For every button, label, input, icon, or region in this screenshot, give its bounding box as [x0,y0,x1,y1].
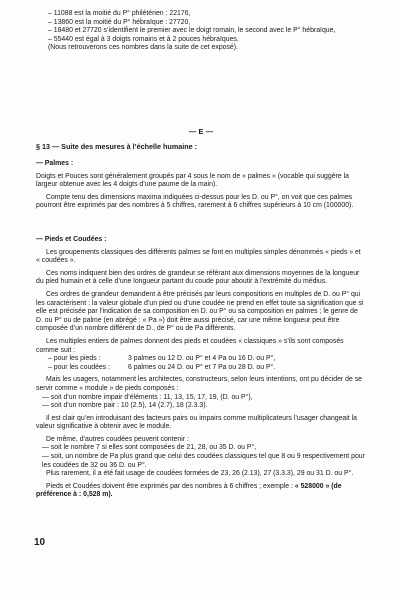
row-value: 6 palmes ou 24 D. ou P° et 7 Pa ou 28 D. ou P°. [128,363,276,371]
list-item: – 11088 est la moitié du P° philétérien : 22176, [48,10,191,17]
paragraph: De même, d’autres coudées peuvent contenir : [46,435,189,443]
list-item: — soit, un nombre de Pa plus grand que celui des coudées classiques tel que 8 ou 9 respectivement pour les coudées de 32 ou 36 D. ou P°. [42,453,365,469]
section-title: § 13 — Suite des mesures à l’échelle humaine : [36,142,197,151]
list-item: — soit le nombre 7 si elles sont composées de 21, 28, ou 35 D. ou P°, [42,444,257,452]
paragraph: Mais les usagers, notamment les architectes, constructeurs, selon leurs intentions, ont pu décider de se servir comme « module » de pieds composés : [36,376,362,392]
pieds-section [36,236,366,500]
list-item: – 55440 est égal à 3 doigts romains et à 2 pouces hébraïques. [48,35,239,43]
palmes-heading: — Palmes : [36,160,74,167]
palmes-section [36,160,366,211]
paragraph: Compte tenu des dimensions maxima indiquées ci-dessus pour les D. ou P°, on voit que ces palmes pourront être exprimés par des nombres à 5 chiffres, rarement à 6 chiffres supérieurs à 10 cm (100000). [36,193,354,210]
row-label: – pour les pieds : [48,355,101,363]
list-item: – 13860 est la moitié du P° hébraïque : 27720, [48,18,191,26]
list-item: — soit d’un nombre pair : 10 (2.5), 14 (2.7), 18 (2.3.3). [42,402,208,410]
paragraph: Ces noms indiquent bien des ordres de grandeur se référant aux dimensions moyennes de la longueur du pied humain et à celle d’une longueur partant du coude pour aboutir à l’extrémité du médius. [36,269,360,286]
list-note: (Nous retrouverons ces nombres dans la suite de cet exposé). [48,44,238,52]
paragraph [36,483,366,500]
paragraph-text: Pieds et Coudées doivent être exprimés par des nombres à 6 chiffres ; exemple : [46,482,295,490]
paragraph: Les groupements classiques des différents palmes se font en multiples simples dénommés « pieds » et « coudées ». [36,248,361,265]
paragraph: Ces ordres de grandeur demandent à être précisés par leurs compositions en multiples de D. ou P° qui les caractérisent : la valeur globale d’un pied ou d’une coudée ne prend en effet toute sa signification que si elle est précisée par l’indication de sa composition en D. ou P° ou sa composition en palmes ; le genre de D. ou P° ou de palme (en abrégé : « Pa ») doit être aussi précisé, car une même longueur peut être composée d’un nombre différent de D., de P° ou de Pa différents. [36,290,364,333]
coudees-row [36,364,366,373]
example-value: « 528000 » (de préférence à : 0,528 m). [36,482,342,499]
pieds-heading: — Pieds et Coudées : [36,236,107,243]
list-item: — soit d’un nombre impair d’éléments : 11, 13, 15, 17, 19, (D. ou P°), [42,393,253,401]
pieds-row [36,355,366,364]
intro-list [36,10,366,53]
row-label: – pour les coudées : [48,363,111,371]
paragraph: Doigts et Pouces sont généralement groupés par 4 sous le nom de « palmes » (vocable qui suggère la largeur obtenue avec les 4 doigts d’une paume de la main). [36,172,349,189]
paragraph: Plus rarement, il a été fait usage de coudées formées de 23, 26 (2.13), 27 (3.3.3), 29 ou 31 D. ou P°. [46,470,354,478]
paragraph: Les multiples entiers de palmes donnent des pieds et coudées « classiques » s’ils sont composés comme suit : [36,337,344,354]
page-number: 10 [34,537,46,548]
section-letter: — E — [188,127,214,136]
list-item: – 18480 et 27720 s’identifient le premier avec le doigt romain, le second avec le P° hébraïque, [48,27,336,35]
paragraph: Il est clair qu’en introduisant des facteurs pairs ou impairs comme multiplicateurs l’usager changeait la valeur significative à obtenir avec le module. [36,414,357,431]
row-value: 3 palmes ou 12 D. ou P° et 4 Pa ou 16 D. ou P°, [128,355,276,363]
